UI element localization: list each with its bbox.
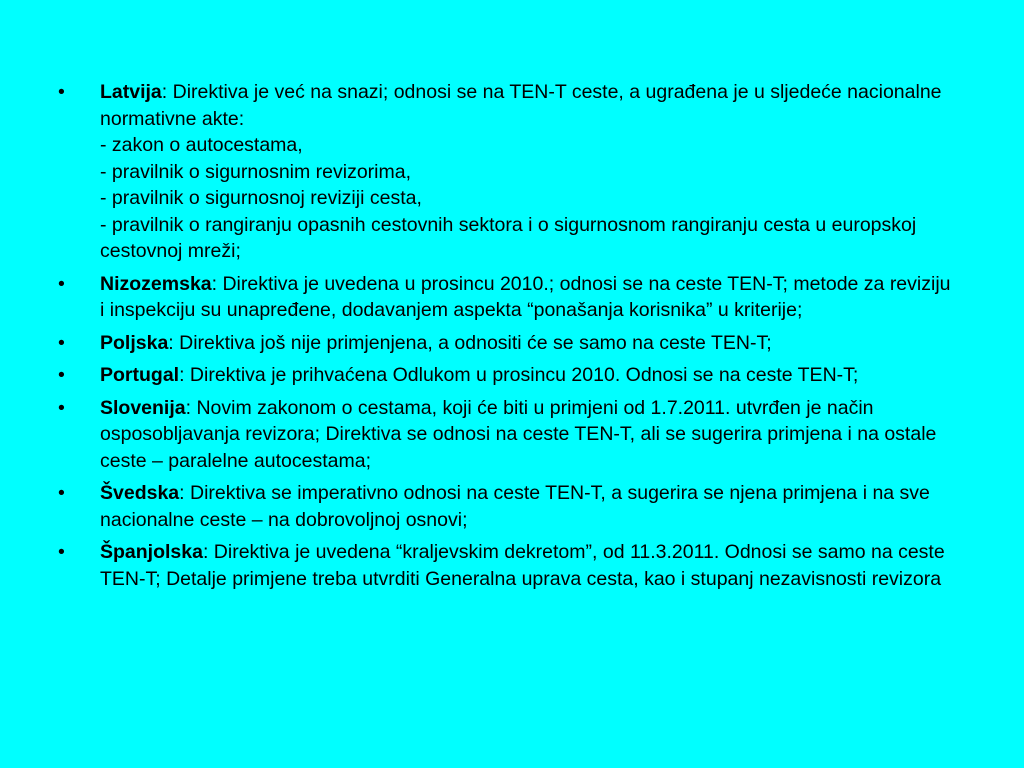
country-name: Švedska: [100, 482, 180, 504]
list-item-nizozemska: [58, 271, 958, 324]
item-text: : Novim zakonom o cestama, koji će biti u primjeni od 1.7.2011. utvrđen je način osposobljavanja revizora; Direktiva se odnosi na ceste TEN-T, ali se sugerira primjena i na ostale ceste – paralelne autocestama;: [100, 396, 937, 472]
item-text: : Direktiva je uvedena “kraljevskim dekretom”, od 11.3.2011. Odnosi se samo na ceste TEN-T; Detalje primjene treba utvrditi Generalna uprava cesta, kao i stupanj nezavisnosti revizora: [100, 541, 945, 590]
bullet-icon: •: [58, 541, 65, 563]
subline: - pravilnik o rangiranju opasnih cestovnih sektora i o sigurnosnom rangiranju cesta u europskoj cestovnoj mreži;: [100, 213, 917, 262]
list-item-slovenija: [58, 395, 958, 475]
list-item-svedska: [58, 480, 958, 533]
bullet-icon: •: [58, 331, 65, 354]
subline: - pravilnik o sigurnosnim revizorima,: [100, 160, 412, 183]
list-item-portugal: [58, 362, 958, 389]
item-text: : Direktiva je prihvaćena Odlukom u prosincu 2010. Odnosi se na ceste TEN-T;: [179, 364, 859, 386]
country-name: Poljska: [100, 331, 169, 354]
list-item-latvija: [58, 79, 958, 265]
bullet-icon: •: [58, 364, 65, 386]
item-text: : Direktiva još nije primjenjena, a odnositi će se samo na ceste TEN-T;: [168, 331, 772, 354]
list-item-spanjolska: [58, 539, 958, 592]
item-text: : Direktiva je već na snazi; odnosi se na TEN-T ceste, a ugrađena je u sljedeće nacionalne normativne akte:: [100, 81, 942, 130]
bullet-icon: •: [58, 396, 65, 419]
country-name: Španjolska: [100, 541, 203, 563]
bullet-icon: •: [58, 272, 65, 295]
bullet-icon: •: [58, 482, 65, 504]
subline: - zakon o autocestama,: [100, 134, 303, 156]
subline: - pravilnik o sigurnosnoj reviziji cesta,: [100, 187, 422, 209]
item-text: : Direktiva je uvedena u prosincu 2010.; odnosi se na ceste TEN-T; metode za reviziju i inspekciju su unapređene, dodavanjem aspekta “ponašanja korisnika” u kriterije;: [100, 272, 951, 321]
bullet-list: [58, 79, 958, 598]
country-name: Slovenija: [100, 396, 186, 419]
item-text: : Direktiva se imperativno odnosi na ceste TEN-T, a sugerira se njena primjena i na sve nacionalne ceste – na dobrovoljnoj osnovi;: [100, 482, 930, 531]
list-item-poljska: [58, 330, 958, 357]
country-name: Portugal: [100, 364, 180, 386]
country-name: Nizozemska: [100, 272, 212, 295]
bullet-icon: •: [58, 81, 65, 103]
country-name: Latvija: [100, 81, 162, 103]
